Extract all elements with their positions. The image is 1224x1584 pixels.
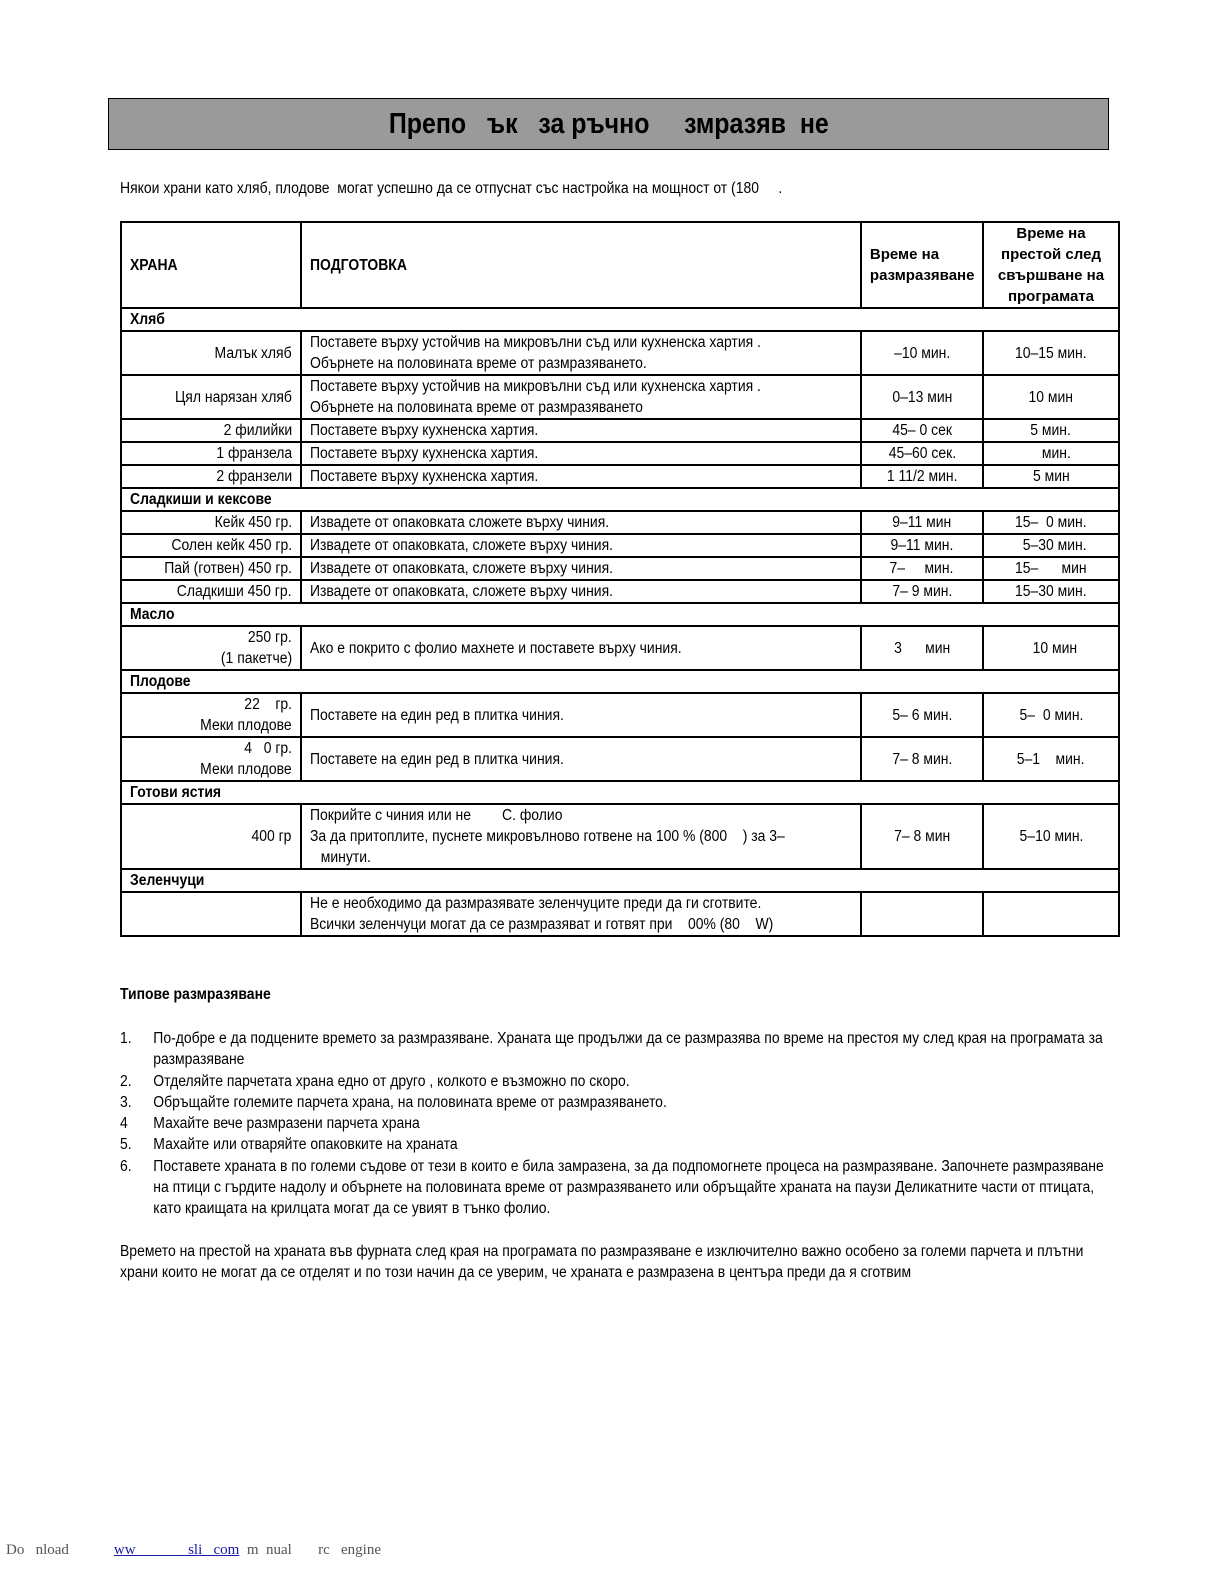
rest-cell: 15– мин (983, 557, 1119, 580)
prep-cell: Покрийте с чиния или не С. фолио За да притоплите, пуснете микровълново готвене на 100 % (800 ) за 3– минути. (301, 804, 861, 869)
food-cell (121, 892, 301, 936)
footer-suffix: m nual rc engine (239, 1542, 381, 1558)
prep-cell: Извадете от опаковката, сложете върху чиния. (301, 534, 861, 557)
tip-text: Махайте вече размразени парчета храна (153, 1115, 420, 1133)
header-time: Време на размразяване (861, 222, 983, 308)
time-cell: 7– мин. (861, 557, 983, 580)
time-cell: 3 мин (861, 626, 983, 670)
table-row (121, 465, 1119, 488)
rest-cell: 10 мин (983, 626, 1119, 670)
prep-cell: Ако е покрито с фолио махнете и поставете върху чиния. (301, 626, 861, 670)
prep-cell: Извадете от опаковката сложете върху чиния. (301, 511, 861, 534)
download-footer (6, 1542, 381, 1559)
time-cell: 9–11 мин. (861, 534, 983, 557)
time-cell: 1 11/2 мин. (861, 465, 983, 488)
prep-cell: Извадете от опаковката, сложете върху чиния. (301, 580, 861, 603)
page-title: Препо ък за ръчно змразяв не (388, 107, 829, 140)
category-label: Плодове (121, 670, 1119, 693)
tips-list (120, 1028, 1110, 1220)
time-cell: 9–11 мин (861, 511, 983, 534)
footer-link[interactable]: ww sli com (113, 1542, 240, 1558)
prep-cell: Поставете на един ред в плитка чиния. (301, 693, 861, 737)
food-cell: Малък хляб (121, 331, 301, 375)
category-label: Хляб (121, 308, 1119, 331)
list-item (120, 1156, 1110, 1220)
table-row (121, 375, 1119, 419)
food-cell: 2 филийки (121, 419, 301, 442)
list-item (120, 1092, 1110, 1113)
rest-cell: 10 мин (983, 375, 1119, 419)
tip-number: 4 (120, 1115, 128, 1133)
prep-cell: Поставете върху устойчив на микровълни съд или кухненска хартия . Обърнете на половината време от размразяването. (301, 331, 861, 375)
rest-cell: 5–30 мин. (983, 534, 1119, 557)
tip-text: Отделяйте парчетата храна едно от друго , колкото е възможно по скоро. (153, 1072, 630, 1090)
tip-text: Обръщайте големите парчета храна, на половината време от размразяването. (153, 1093, 667, 1111)
header-rest: Време на престой след свършване на програмата (983, 222, 1119, 308)
time-cell (861, 892, 983, 936)
table-row (121, 331, 1119, 375)
food-cell: Пай (готвен) 450 гр. (121, 557, 301, 580)
list-item (120, 1071, 1110, 1092)
rest-cell: 5 мин (983, 465, 1119, 488)
table-row (121, 693, 1119, 737)
time-cell: –10 мин. (861, 331, 983, 375)
rest-cell: 10–15 мин. (983, 331, 1119, 375)
time-cell: 7– 8 мин (861, 804, 983, 869)
category-row-veg (121, 869, 1119, 892)
table-row (121, 442, 1119, 465)
prep-cell: Поставете върху кухненска хартия. (301, 419, 861, 442)
footer-prefix: Do nload (6, 1542, 114, 1558)
prep-cell: Поставете върху кухненска хартия. (301, 442, 861, 465)
prep-cell: Не е необходимо да размразявате зеленчуците преди да ги сготвите. Всички зеленчуци могат да се размразяват и готвят при 00% (80 W) (301, 892, 861, 936)
table-row (121, 511, 1119, 534)
tip-number: 6. (120, 1157, 132, 1175)
list-item (120, 1113, 1110, 1134)
intro-text: Някои храни като хляб, плодове могат успешно да се отпуснат със настройка на мощност от (180 . (120, 180, 783, 197)
table-row (121, 804, 1119, 869)
table-row (121, 892, 1119, 936)
category-row-fruit (121, 670, 1119, 693)
tip-number: 3. (120, 1093, 132, 1111)
tip-number: 1. (120, 1030, 132, 1047)
time-cell: 5– 6 мин. (861, 693, 983, 737)
category-row-meals (121, 781, 1119, 804)
list-item (120, 1134, 1110, 1155)
prep-cell: Поставете на един ред в плитка чиния. (301, 737, 861, 781)
food-cell: 2 франзели (121, 465, 301, 488)
category-label: Зеленчуци (121, 869, 1119, 892)
category-row-bread (121, 308, 1119, 331)
rest-cell: 5– 0 мин. (983, 693, 1119, 737)
category-row-cakes (121, 488, 1119, 511)
time-cell: 7– 8 мин. (861, 737, 983, 781)
tip-text: Махайте или отваряйте опаковките на храната (153, 1136, 458, 1154)
defrost-table (120, 221, 1120, 937)
time-cell: 45– 0 сек (861, 419, 983, 442)
table-row (121, 580, 1119, 603)
table-row (121, 534, 1119, 557)
category-label: Сладкиши и кексове (121, 488, 1119, 511)
food-cell: 250 гр. (1 пакетче) (121, 626, 301, 670)
header-prep: ПОДГОТОВКА (301, 222, 861, 308)
time-cell: 45–60 сек. (861, 442, 983, 465)
tip-text: По-добре е да подцените времето за размразяване. Храната ще продължи да се размразява по време на престоя му след края на програмата за размразяване (153, 1030, 1103, 1069)
rest-cell: 5–1 мин. (983, 737, 1119, 781)
table-header-row (121, 222, 1119, 308)
page-title-bar (108, 98, 1109, 150)
food-cell: 1 франзела (121, 442, 301, 465)
table-row (121, 626, 1119, 670)
prep-cell: Поставете върху устойчив на микровълни съд или кухненска хартия . Обърнете на половината време от размразяването (301, 375, 861, 419)
food-cell: Цял нарязан хляб (121, 375, 301, 419)
prep-cell: Поставете върху кухненска хартия. (301, 465, 861, 488)
table-row (121, 737, 1119, 781)
category-label: Готови ястия (121, 781, 1119, 804)
rest-cell: 15–30 мин. (983, 580, 1119, 603)
table-row (121, 557, 1119, 580)
rest-cell: 5 мин. (983, 419, 1119, 442)
category-row-butter (121, 603, 1119, 626)
food-cell: 22 гр. Меки плодове (121, 693, 301, 737)
rest-cell: 5–10 мин. (983, 804, 1119, 869)
rest-cell (983, 892, 1119, 936)
table-row (121, 419, 1119, 442)
category-label: Масло (121, 603, 1119, 626)
time-cell: 7– 9 мин. (861, 580, 983, 603)
tip-text: Поставете храната в по големи съдове от тези в които е била замразена, за да подпомогнете процеса на размразяване. Започнете размразяване на птици с гърдите надолу и обърнете на половината време от размразяването или обръщайте храната на паузи Деликатните части от птицата, като краищата на крилцата могат да се увият в тънко фолио. (153, 1157, 1104, 1218)
closing-paragraph: Времето на престой на храната във фурната след края на програмата по размразяване е изключително важно особено за големи парчета и плътни храни които не могат да се отделят и по този начин да се уверим, че храната е размразена в центъра преди да я сготвим (120, 1243, 1084, 1282)
header-food: ХРАНА (121, 222, 301, 308)
food-cell: Солен кейк 450 гр. (121, 534, 301, 557)
food-cell: 400 гр (121, 804, 301, 869)
food-cell: 4 0 гр. Меки плодове (121, 737, 301, 781)
food-cell: Кейк 450 гр. (121, 511, 301, 534)
food-cell: Сладкиши 450 гр. (121, 580, 301, 603)
rest-cell: 15– 0 мин. (983, 511, 1119, 534)
rest-cell: мин. (983, 442, 1119, 465)
tips-heading: Типове размразяване (120, 986, 271, 1003)
list-item (120, 1028, 1110, 1071)
tip-number: 2. (120, 1072, 132, 1090)
tip-number: 5. (120, 1136, 132, 1154)
time-cell: 0–13 мин (861, 375, 983, 419)
prep-cell: Извадете от опаковката, сложете върху чиния. (301, 557, 861, 580)
